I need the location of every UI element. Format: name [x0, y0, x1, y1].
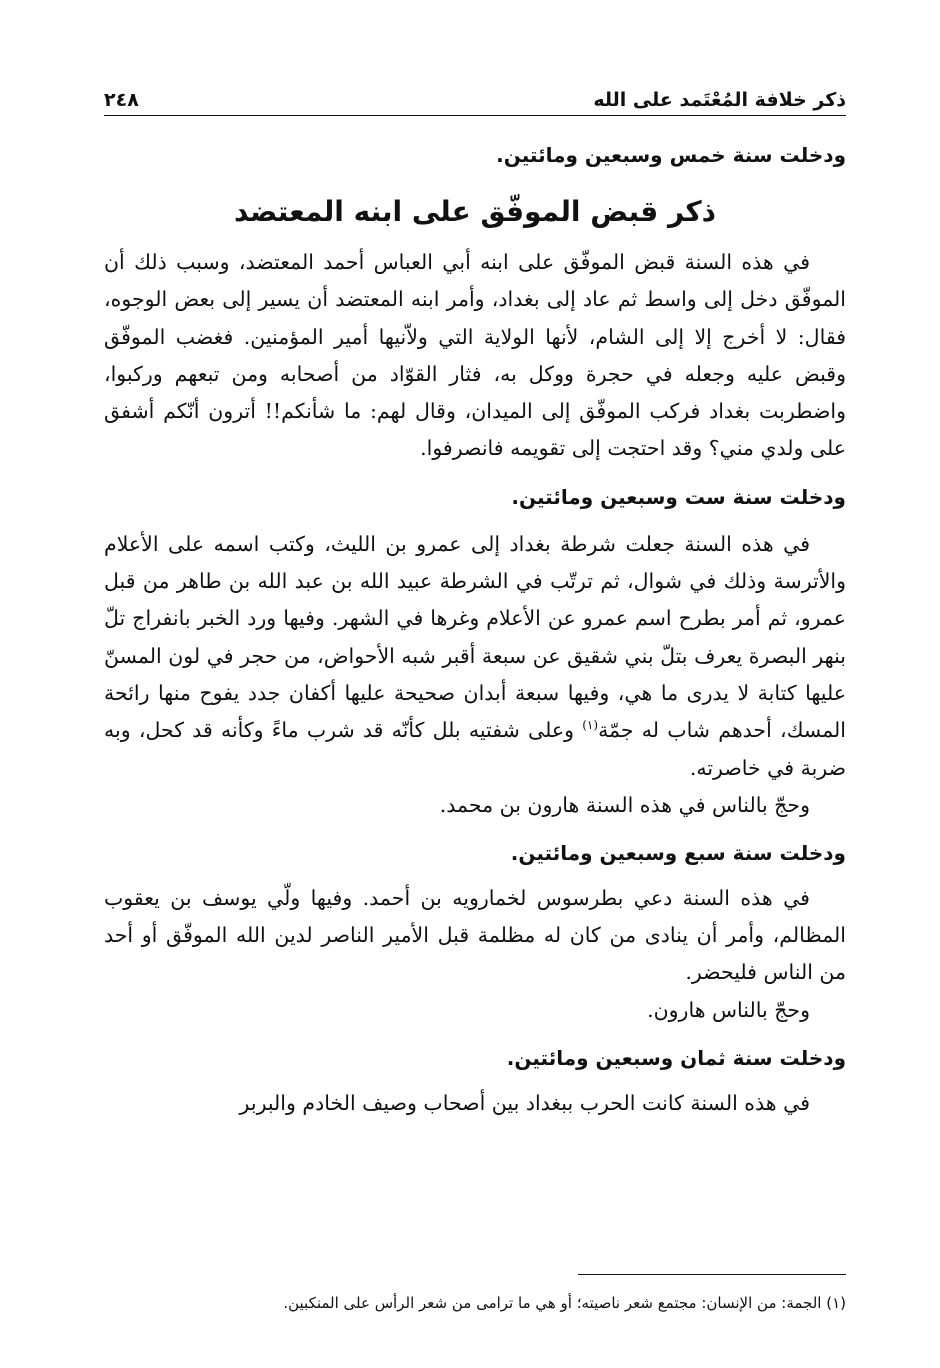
hajj-277: وحجّ بالناس هارون. [647, 997, 810, 1022]
year-heading-276: ودخلت سنة ست وسبعين ومائتين. [511, 484, 846, 509]
footnote-reference: (١) [582, 718, 599, 733]
running-header [104, 78, 846, 116]
paragraph-2 [104, 526, 846, 787]
footnote-divider [578, 1274, 846, 1275]
year-heading-275: ودخلت سنة خمس وسبعين ومائتين. [496, 143, 846, 167]
paragraph-4: في هذه السنة كانت الحرب ببغداد بين أصحاب وصيف الخادم والبربر [239, 1090, 810, 1115]
hajj-276: وحجّ بالناس في هذه السنة هارون بن محمد. [439, 792, 810, 817]
paragraph-3: في هذه السنة دعي بطرسوس لخمارويه بن أحمد. وفيها ولّي يوسف بن يعقوب المظالم، وأمر أن ينادى من كان له مظلمة قبل الأمير الناصر لدين الله الموفّق أو أحد من الناس فليحضر. [104, 885, 846, 985]
paragraph-1: في هذه السنة قبض الموفّق على ابنه أبي العباس أحمد المعتضد، وسبب ذلك أن الموفّق دخل إلى واسط ثم عاد إلى بغداد، وأمر ابنه المعتضد أن يسير إلى بعض الوجوه، فقال: لا أخرج إلا إلى الشام، لأنها الولاية التي ولاّنيها أمير المؤمنين. فغضب الموفّق وقبض عليه وجعله في حجرة ووكل به، فثار القوّاد من أصحابه ومن تبعهم وركبوا، واضطربت بغداد فركب الموفّق إلى الميدان، وقال لهم: ما شأنكم!! أترون أنّكم أشفق على ولدي مني؟ وقد احتجت إلى تقويمه فانصرفوا. [104, 250, 846, 461]
running-title: ذكر خلافة المُعْتَمد على الله [593, 89, 846, 111]
footnote: (١) الجمة: من الإنسان: مجتمع شعر ناصيته؛ أو هي ما ترامى من شعر الرأس على المنكبين. [283, 1294, 846, 1312]
year-heading-277: ودخلت سنة سبع وسبعين ومائتين. [510, 840, 846, 865]
paragraph-2-part-b: وعلى شفتيه بلل كأنّه قد شرب ماءً وكأنه قد كحل، وبه ضربة في خاصرته. [104, 718, 846, 780]
page-number: ٢٤٨ [104, 89, 139, 111]
page [104, 78, 846, 1122]
year-heading-278: ودخلت سنة ثمان وسبعين ومائتين. [506, 1045, 846, 1070]
paragraph-2-part-a: في هذه السنة جعلت شرطة بغداد إلى عمرو بن الليث، وكتب اسمه على الأعلام والأترسة وذلك في شوال، ثم ترتّب في الشرطة عبيد الله بن عبد الله بن طاهر من قبل عمرو، ثم أمر بطرح اسم عمرو عن الأعلام وغرها في الشهر. وفيها ورد الخبر بانفراج تلّ بنهر البصرة يعرف بتلّ بني شقيق عن سبعة أقبر شبه الأحواض، من حجر في لون المسنّ عليها كتابة لا يدرى ما هي، وفيها سبعة أبدان صحيحة عليها أكفان جدد يفوح منها رائحة المسك، أحدهم شاب له جمّة [104, 531, 846, 743]
section-title: ذكر قبض الموفّق على ابنه المعتضد [233, 195, 717, 228]
